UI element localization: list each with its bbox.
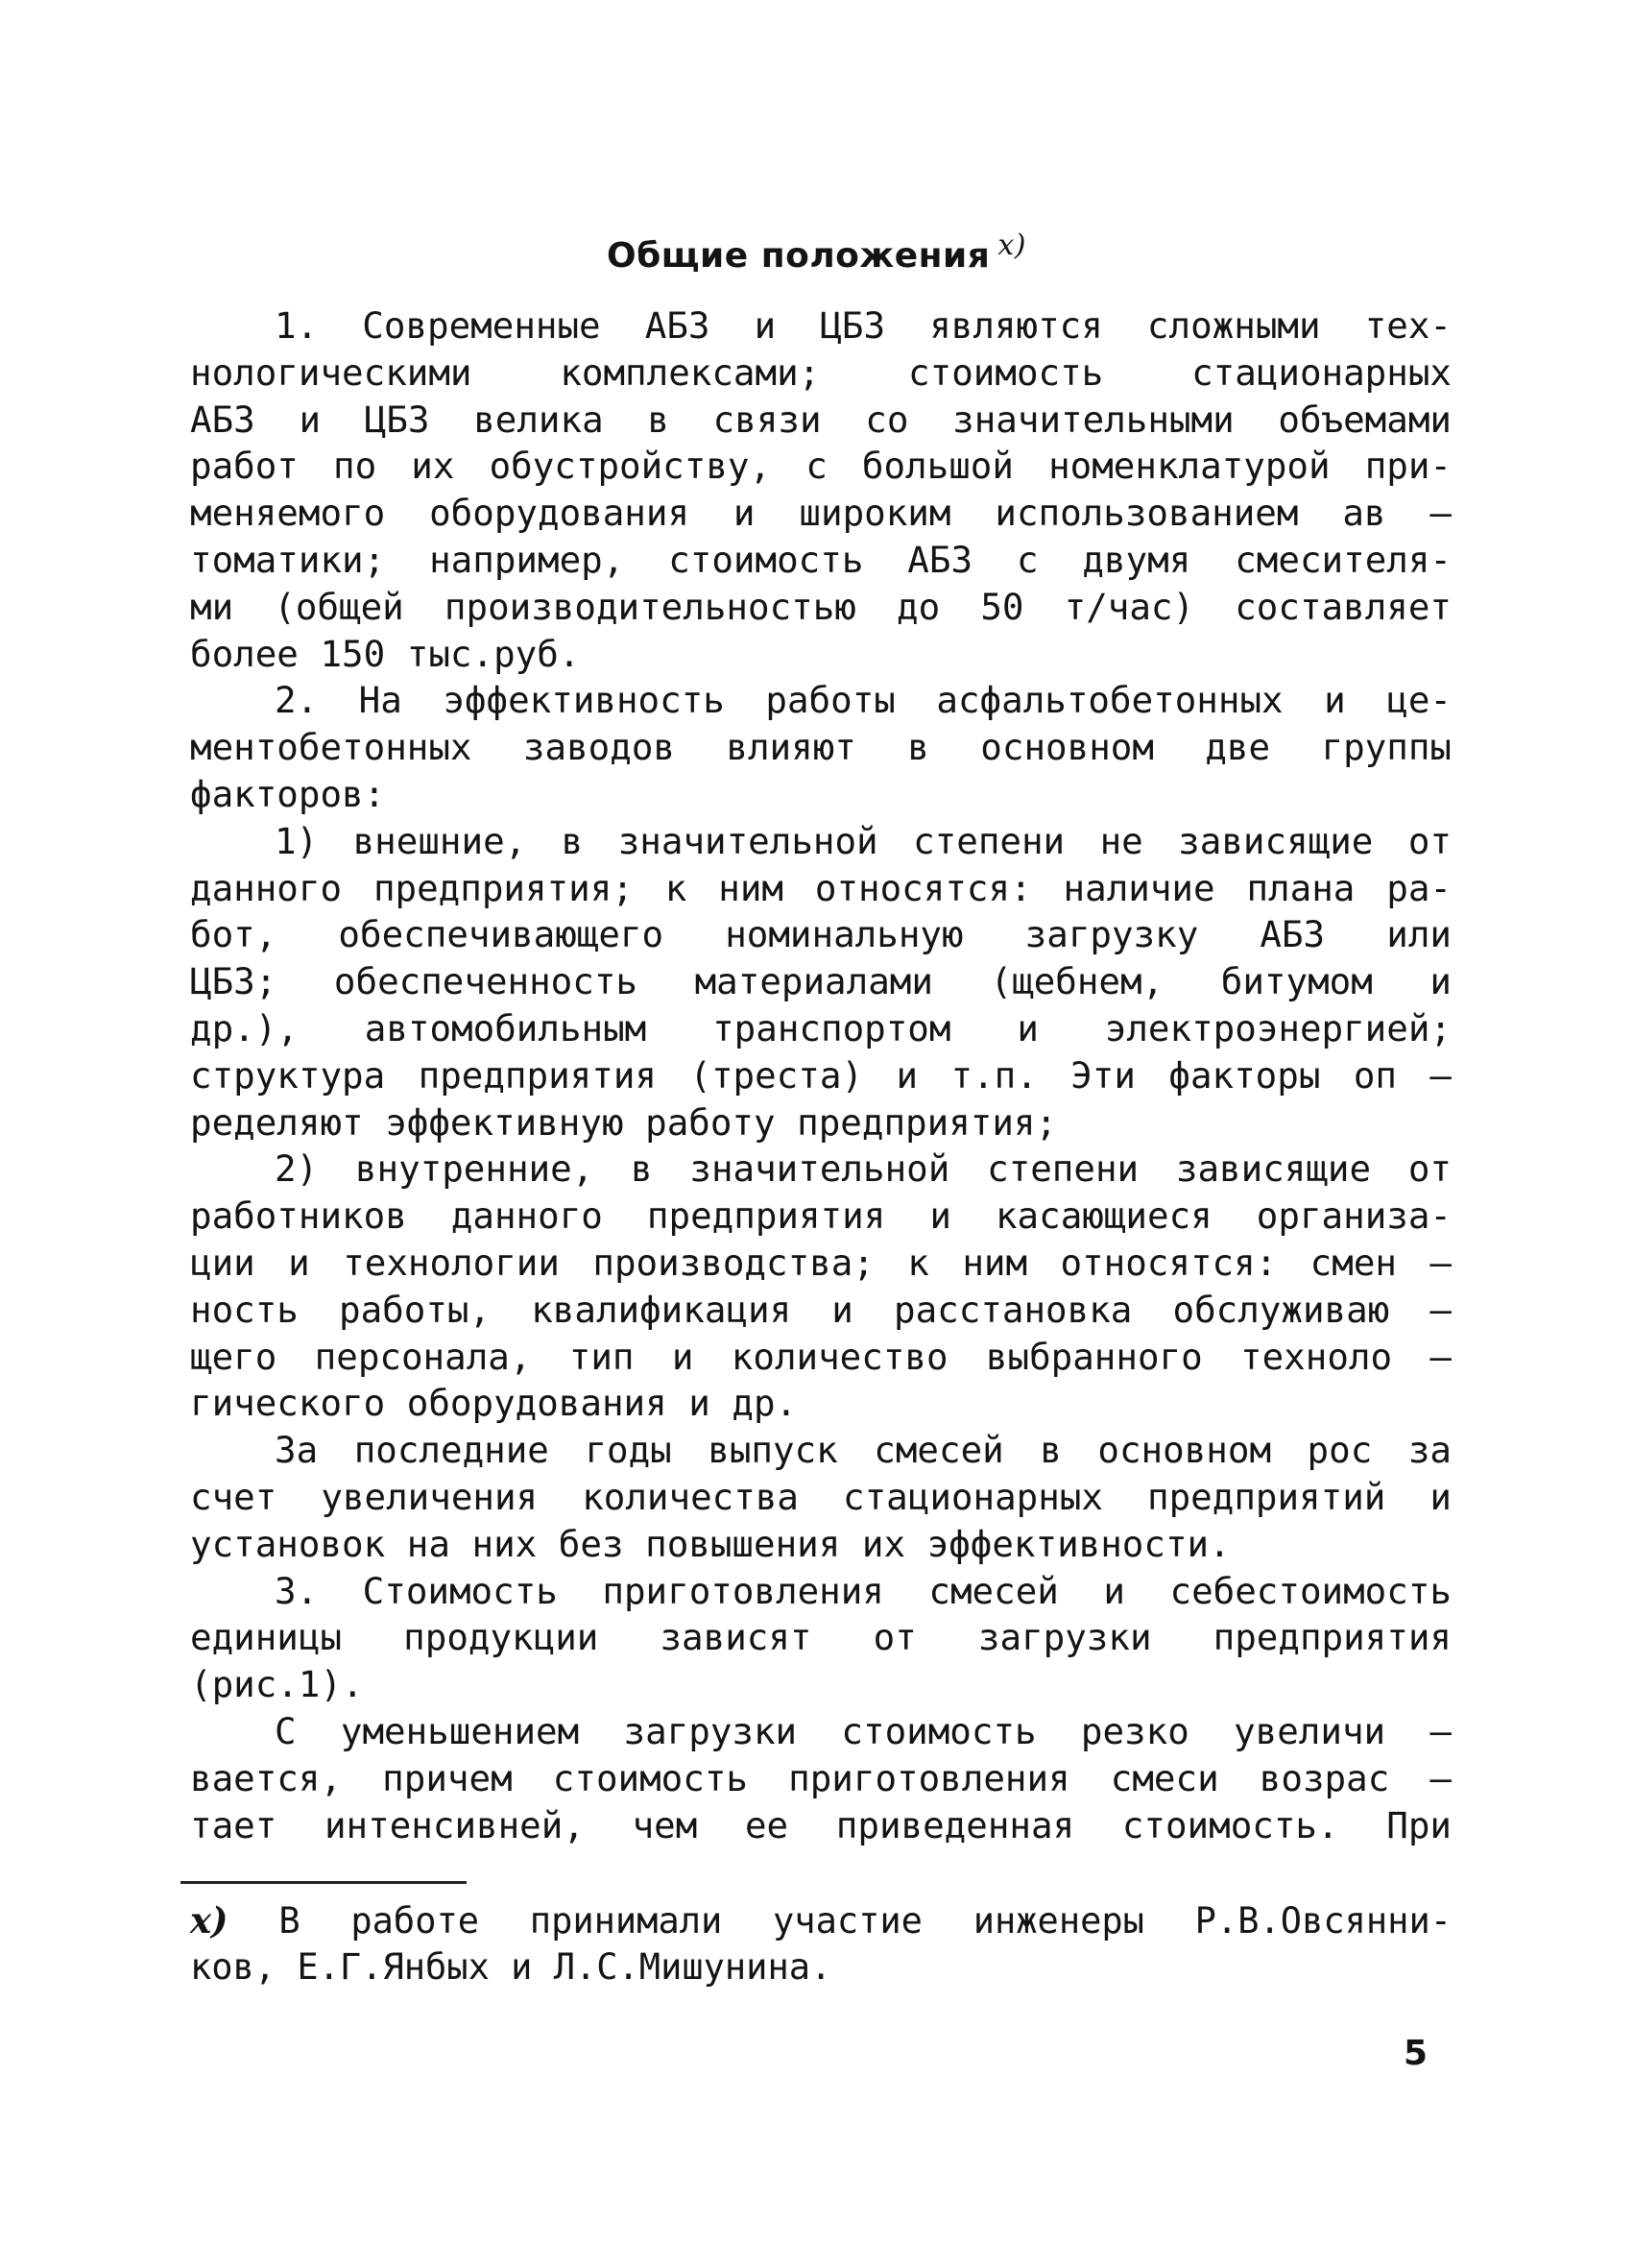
paragraph-3-line-3: бот, обеспечивающего номинальную загрузку АБЗ или bbox=[190, 913, 1452, 956]
paragraph-4-line-4: ность работы, квалификация и расстановка обслуживаю – bbox=[190, 1288, 1452, 1331]
paragraph-6-line-1: 3. Стоимость приготовления смесей и себестоимость bbox=[275, 1569, 1452, 1612]
paragraph-3-line-1: 1) внешние, в значительной степени не зависящие от bbox=[275, 819, 1452, 862]
paragraph-1-line-4: работ по их обустройству, с большой номенклатурой при- bbox=[190, 445, 1452, 488]
paragraph-1-line-3: АБЗ и ЦБЗ велика в связи со значительными объемами bbox=[190, 398, 1452, 441]
footnote bbox=[190, 1896, 1452, 1991]
paragraph-4-line-3: ции и технологии производства; к ним относятся: смен – bbox=[190, 1241, 1452, 1284]
paragraph-3-line-4: ЦБЗ; обеспеченность материалами (щебнем, битумом и bbox=[190, 960, 1452, 1003]
paragraph-1-line-5: меняемого оборудования и широким использованием ав – bbox=[190, 492, 1452, 535]
paragraph-2-line-2: ментобетонных заводов влияют в основном две группы bbox=[190, 726, 1452, 769]
footnote-divider bbox=[180, 1881, 467, 1884]
paragraph-4-line-2: работников данного предприятия и касающиеся организа- bbox=[190, 1194, 1452, 1238]
paragraph-2-line-3: факторов: bbox=[190, 772, 386, 815]
paragraph-1-line-6: томатики; например, стоимость АБЗ с двумя смесителя- bbox=[190, 538, 1452, 581]
page-number: 5 bbox=[1404, 2034, 1429, 2073]
paragraph-1-line-8: более 150 тыс.руб. bbox=[190, 632, 581, 675]
paragraph-4-line-5: щего персонала, тип и количество выбранного техноло – bbox=[190, 1335, 1452, 1378]
section-title bbox=[0, 229, 1633, 276]
paragraph-1-line-7: ми (общей производительностью до 50 т/час) составляет bbox=[190, 585, 1452, 628]
paragraph-6-line-3: (рис.1). bbox=[190, 1663, 364, 1706]
paragraph-5-line-3: установок на них без повышения их эффективности. bbox=[190, 1522, 1231, 1565]
body-text bbox=[190, 302, 1452, 1848]
paragraph-3-line-7: ределяют эффективную работу предприятия; bbox=[190, 1100, 1058, 1144]
paragraph-5-line-1: За последние годы выпуск смесей в основном рос за bbox=[275, 1429, 1452, 1472]
paragraph-7-line-2: вается, причем стоимость приготовления смеси возрас – bbox=[190, 1756, 1452, 1799]
paragraph-4-line-6: гического оборудования и др. bbox=[190, 1382, 798, 1425]
footnote-line-1 bbox=[190, 1896, 1452, 1943]
paragraph-1-line-1: 1. Современные АБЗ и ЦБЗ являются сложными тех- bbox=[275, 304, 1452, 347]
paragraph-3-line-6: структура предприятия (треста) и т.п. Эти факторы оп – bbox=[190, 1053, 1452, 1097]
paragraph-6-line-2: единицы продукции зависят от загрузки предприятия bbox=[190, 1616, 1452, 1659]
footnote-text-1: В работе принимали участие инженеры Р.В.Овсянни- bbox=[278, 1900, 1452, 1942]
paragraph-3-line-2: данного предприятия; к ним относятся: наличие плана ра- bbox=[190, 866, 1452, 909]
paragraph-7-line-1: С уменьшением загрузки стоимость резко увеличи – bbox=[275, 1709, 1452, 1752]
title-footnote-mark: х) bbox=[997, 229, 1026, 262]
footnote-mark: х) bbox=[190, 1899, 228, 1942]
paragraph-1-line-2: нологическими комплексами; стоимость стационарных bbox=[190, 350, 1452, 394]
paragraph-7-line-3: тает интенсивней, чем ее приведенная стоимость. При bbox=[190, 1803, 1452, 1846]
section-title-text: Общие положения bbox=[607, 236, 991, 276]
paragraph-4-line-1: 2) внутренние, в значительной степени зависящие от bbox=[275, 1147, 1452, 1191]
paragraph-2-line-1: 2. На эффективность работы асфальтобетонных и це- bbox=[275, 679, 1452, 722]
paragraph-3-line-5: др.), автомобильным транспортом и электроэнергией; bbox=[190, 1006, 1452, 1050]
footnote-line-2: ков, Е.Г.Янбых и Л.С.Мишунина. bbox=[190, 1945, 832, 1988]
paragraph-5-line-2: счет увеличения количества стационарных предприятий и bbox=[190, 1475, 1452, 1518]
